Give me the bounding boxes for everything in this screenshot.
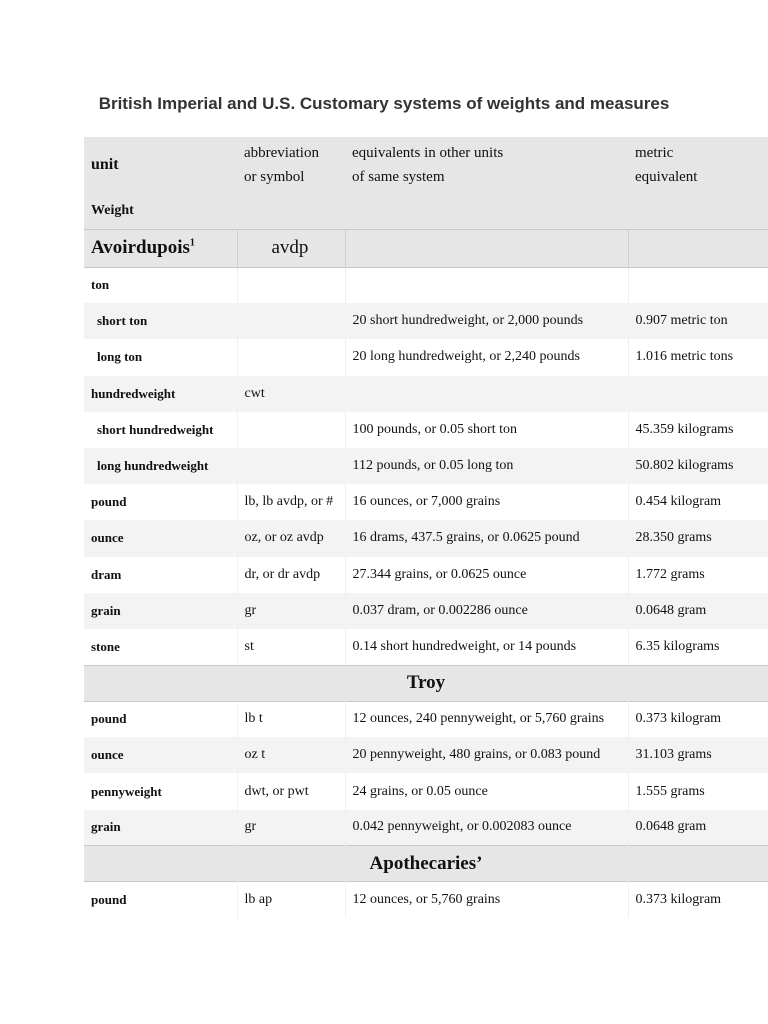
cell-unit: ounce: [91, 747, 124, 763]
cell-metric: 31.103 grams: [628, 737, 768, 773]
table-row: [84, 701, 768, 737]
cell-metric: 0.454 kilogram: [628, 484, 768, 520]
header-abbreviation-line2: or symbol: [244, 169, 305, 185]
cell-equivalents: [345, 267, 628, 303]
cell-equivalents: 24 grains, or 0.05 ounce: [345, 773, 628, 809]
table-row: [84, 484, 768, 520]
table-row: [84, 557, 768, 593]
system-abbreviation-avoirdupois: avdp: [237, 229, 345, 267]
cell-abbreviation: st: [237, 629, 345, 665]
cell-unit: pound: [91, 494, 127, 510]
table-row: [84, 629, 768, 665]
apothecaries-rows: [84, 882, 768, 918]
system-name-avoirdupois: [84, 229, 237, 267]
cell-abbreviation: dr, or dr avdp: [237, 557, 345, 593]
cell-abbreviation: lb, lb avdp, or #: [237, 484, 345, 520]
cell-abbreviation: cwt: [237, 376, 345, 412]
cell-equivalents: 112 pounds, or 0.05 long ton: [345, 448, 628, 484]
cell-equivalents: 27.344 grains, or 0.0625 ounce: [345, 557, 628, 593]
header-unit: unit: [91, 156, 119, 173]
header-equivalents-line2: of same system: [352, 169, 445, 185]
units-table: [84, 137, 768, 918]
cell-abbreviation: [237, 448, 345, 484]
cell-metric: 0.0648 gram: [628, 810, 768, 846]
table-row: [84, 267, 768, 303]
footnote-marker: 1: [189, 237, 195, 249]
cell-equivalents: 0.037 dram, or 0.002286 ounce: [345, 593, 628, 629]
cell-metric: 1.016 metric tons: [628, 339, 768, 375]
cell-equivalents: 20 long hundredweight, or 2,240 pounds: [345, 339, 628, 375]
system-name-troy: Troy: [406, 672, 446, 694]
table-row: [84, 412, 768, 448]
cell-equivalents: 0.14 short hundredweight, or 14 pounds: [345, 629, 628, 665]
cell-equivalents: 20 short hundredweight, or 2,000 pounds: [345, 303, 628, 339]
cell-abbreviation: [237, 412, 345, 448]
table-row: [84, 810, 768, 846]
cell-metric: 1.772 grams: [628, 557, 768, 593]
cell-unit: pound: [91, 711, 127, 727]
cell-equivalents: 100 pounds, or 0.05 short ton: [345, 412, 628, 448]
cell-unit: ton: [91, 277, 110, 293]
cell-metric: 1.555 grams: [628, 773, 768, 809]
page-title: British Imperial and U.S. Customary systems of weights and measures: [98, 94, 670, 113]
cell-equivalents: 12 ounces, or 5,760 grains: [345, 882, 628, 918]
cell-equivalents: [345, 376, 628, 412]
system-row-troy: [84, 665, 768, 701]
cell-unit: grain: [91, 819, 121, 835]
header-metric-line1: metric: [635, 145, 674, 161]
cell-abbreviation: [237, 339, 345, 375]
cell-equivalents: 16 drams, 437.5 grains, or 0.0625 pound: [345, 520, 628, 556]
cell-unit: ounce: [91, 530, 124, 546]
system-empty-cell: [345, 229, 628, 267]
cell-abbreviation: dwt, or pwt: [237, 773, 345, 809]
header-equivalents: [345, 137, 628, 193]
table-row: [84, 737, 768, 773]
header-metric-line2: equivalent: [635, 169, 698, 185]
cell-metric: [628, 267, 768, 303]
cell-abbreviation: lb ap: [237, 882, 345, 918]
cell-metric: 0.373 kilogram: [628, 701, 768, 737]
section-row-weight: [84, 193, 768, 229]
avoirdupois-rows: [84, 267, 768, 665]
header-abbreviation-line1: abbreviation: [244, 145, 319, 161]
section-label: Weight: [91, 202, 134, 218]
cell-unit: grain: [91, 602, 121, 618]
cell-unit: long ton: [97, 349, 143, 365]
table-row: [84, 376, 768, 412]
cell-unit: pound: [91, 892, 127, 908]
system-name-text: Avoirdupois: [91, 237, 190, 258]
cell-equivalents: 12 ounces, 240 pennyweight, or 5,760 grains: [345, 701, 628, 737]
header-metric: [628, 137, 768, 193]
cell-metric: 6.35 kilograms: [628, 629, 768, 665]
cell-unit: long hundredweight: [97, 458, 209, 474]
cell-metric: 0.0648 gram: [628, 593, 768, 629]
system-name-apothecaries: Apothecaries’: [369, 852, 483, 874]
table-row: [84, 448, 768, 484]
cell-abbreviation: lb t: [237, 701, 345, 737]
cell-unit: pennyweight: [91, 783, 162, 799]
cell-unit: stone: [91, 638, 120, 654]
system-row-avoirdupois: [84, 229, 768, 267]
cell-equivalents: 16 ounces, or 7,000 grains: [345, 484, 628, 520]
cell-abbreviation: gr: [237, 593, 345, 629]
table-row: [84, 520, 768, 556]
cell-metric: 28.350 grams: [628, 520, 768, 556]
cell-abbreviation: [237, 267, 345, 303]
table-row: [84, 773, 768, 809]
cell-abbreviation: oz, or oz avdp: [237, 520, 345, 556]
header-abbreviation: [237, 137, 345, 193]
table-row: [84, 593, 768, 629]
header-equivalents-line1: equivalents in other units: [352, 145, 504, 161]
table-row: [84, 303, 768, 339]
cell-metric: 45.359 kilograms: [628, 412, 768, 448]
cell-unit: short hundredweight: [97, 421, 214, 437]
cell-equivalents: 20 pennyweight, 480 grains, or 0.083 pound: [345, 737, 628, 773]
cell-metric: 0.373 kilogram: [628, 882, 768, 918]
system-empty-cell: [628, 229, 768, 267]
troy-rows: [84, 701, 768, 846]
cell-unit: dram: [91, 566, 122, 582]
table-header-row: [84, 137, 768, 193]
cell-unit: hundredweight: [91, 385, 176, 401]
cell-abbreviation: oz t: [237, 737, 345, 773]
cell-abbreviation: [237, 303, 345, 339]
cell-metric: [628, 376, 768, 412]
cell-metric: 50.802 kilograms: [628, 448, 768, 484]
cell-metric: 0.907 metric ton: [628, 303, 768, 339]
system-row-apothecaries: [84, 846, 768, 882]
cell-abbreviation: gr: [237, 810, 345, 846]
table-row: [84, 339, 768, 375]
table-row: [84, 882, 768, 918]
cell-unit: short ton: [97, 313, 148, 329]
cell-equivalents: 0.042 pennyweight, or 0.002083 ounce: [345, 810, 628, 846]
